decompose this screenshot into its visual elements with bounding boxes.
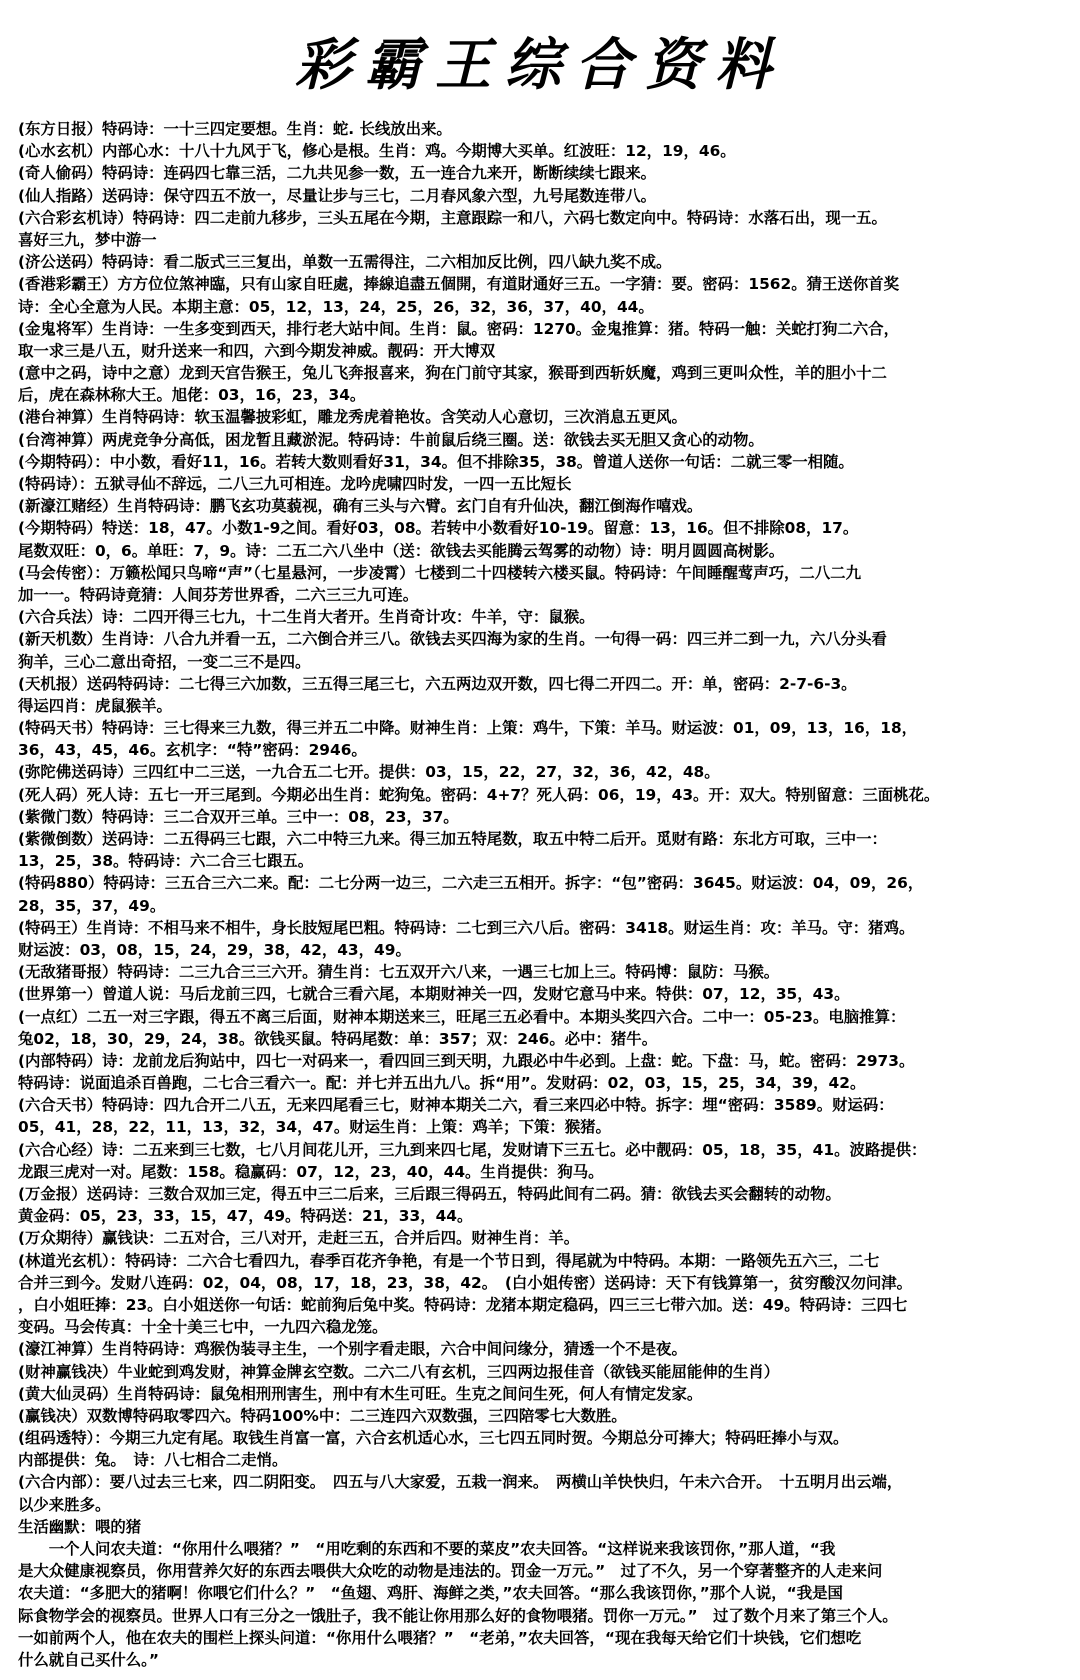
story-line: 际食物学会的视察员。世界人口有三分之一饿肚子，我不能让你用那么好的食物喂猪。罚你一万元。” 过了数个月来了第三个人。 (18, 1606, 898, 1625)
story-line: 农夫道：“多肥大的猪啊！你喂它们什么？” “鱼翅、鸡肝、海鲜之类，”农夫回答。“那么我该罚你，”那个人说，“我是国 (18, 1584, 843, 1603)
text-line: 喜好三九，梦中游一 (18, 230, 157, 249)
text-line: (万金报）送码诗：三数合双加三定，得五中三二后来，三后跟三得码五，特码此间有二码。猜：欲钱去买会翻转的动物。 (18, 1185, 841, 1203)
text-line: (六合心经）诗：二五来到三七数，七八月间花儿开，三九到来四七尾，发财请下三五七。必中靓码：05，18，35，41。波路提供： (18, 1140, 927, 1159)
text-line: 特码诗：说面追杀百兽跑，二七合三看六一。配：并七并五出九八。拆“用”。发财码：02，03，15，25，34，39，42。 (18, 1074, 866, 1093)
text-line: 28，35，37，49。 (18, 896, 166, 915)
text-line: 变码。马会传真：十全十美三七中，一九四六稳龙笼。 (18, 1318, 388, 1337)
text-line: (世界第一）曾道人说：马后龙前三四，七就合三看六尾，本期财神关一四，发财它意马中来。特供：07，12，35，43。 (18, 985, 850, 1004)
story-line: 是大众健康视察员，你用营养欠好的东西去喂供大众吃的动物是违法的。罚金一万元。” 过了不久，另一个穿著整齐的人走来问 (18, 1562, 883, 1581)
text-line: 兔02，18，30，29，24，38。欲钱买鼠。特码尾数：单：357；双：246。必中：猪牛。 (18, 1029, 658, 1048)
text-line: (六合兵法）诗：二四开得三七九，十二生肖大者开。生肖奇计攻：牛羊，守：鼠猴。 (18, 608, 595, 627)
text-line: 合并三到今。发财八连码：02，04，08，17，18，23，38，42。 (白小姐传密）送码诗：天下有钱算第一，贫穷酸汉勿问津。 (18, 1273, 913, 1292)
text-line: (台湾神算）两虎竞争分高低，困龙暂且藏淤泥。特码诗：牛前鼠后绕三圈。送：欲钱去买无胆又贪心的动物。 (18, 430, 764, 449)
text-line: (无敌猪哥报）特码诗：二三九合三三六开。猜生肖：七五双开六八来，一遇三七加上三。特码博：鼠防：马猴。 (18, 963, 780, 982)
text-line: 加一一。特码诗竟猜：人间芬芳世界香，二六三三九可连。 (18, 585, 419, 604)
text-line: (意中之码，诗中之意）龙到天宫告猴王，兔儿飞奔报喜来，狗在门前守其家，猴哥到西斩妖魔，鸡到三更叫众性，羊的胆小十二 (18, 364, 887, 383)
text-line: 尾数双旺：0，6。单旺：7，9。诗：二五二六八坐中（送：欲钱去买能腾云驾雾的动物）诗：明月圆圆高树影。 (18, 541, 785, 560)
text-line: (港台神算）生肖特码诗：软玉温馨披彩虹，雕龙秀虎着艳妆。含笑动人心意切，三次消息五更风。 (18, 408, 687, 427)
text-line: (特码王）生肖诗：不相马来不相牛，身长肢短尾巴粗。特码诗：二七到三六八后。密码：3418。财运生肖：攻：羊马。守：猪鸡。 (18, 918, 915, 937)
text-line: (东方日报）特码诗：一十三四定要想。生肖：蛇. 长线放出来。 (18, 120, 452, 138)
text-line: (特码天书）特码诗：三七得来三九数，得三并五二中降。财神生肖：上策：鸡牛，下策：羊马。财运波：01，09，13，16，18， (18, 719, 918, 738)
text-line: (六合内部）：要八过去三七来，四二阴阳变。 四五与八大家爱，五栽一润来。 两横山羊快快归，午未六合开。 十五明月出云端， (18, 1473, 903, 1492)
page-title: 彩霸王综合资料 (295, 32, 785, 98)
text-line: 财运波：03，08，15，24，29，38，42，43，49。 (18, 940, 411, 959)
text-line: (金鬼将军）生肖诗：一生多变到西天，排行老大站中间。生肖：鼠。密码：1270。金鬼推算：猪。特码一触：关蛇打狗二六合， (18, 319, 899, 338)
text-line: 内部提供：兔。 诗：八七相合二走悄。 (18, 1451, 288, 1470)
text-line: (今期特码）：中小数，看好11，16。若转大数则看好31，34。但不排除35，38。曾道人送你一句话：二就三零一相随。 (18, 452, 854, 471)
text-line: (济公送码）特码诗：看二版式三三复出，单数一五需得注，二六相加反比例，四八缺九奖不成。 (18, 253, 672, 272)
text-line: (今期特码）特送：18，47。小数1-9之间。看好03，08。若转中小数看好10-19。留意：13，16。但不排除08，17。 (18, 519, 859, 538)
text-line: 13，25，38。特码诗：六二合三七跟五。 (18, 852, 314, 871)
text-line: (六合天书）特码诗：四九合开二八五，无来四尾看三七，财神本期关二六，看三来四必中特。拆字：埋“密码：3589。财运码： (18, 1096, 894, 1115)
text-line: ，白小姐旺捧：23。白小姐送你一句话：蛇前狗后兔中奖。特码诗：龙猪本期定稳码，四三三七带六加。送：49。特码诗：三四七 (18, 1295, 908, 1314)
text-line: 龙跟三虎对一对。尾数：158。稳赢码：07，12，23，40，44。生肖提供：狗马。 (18, 1162, 604, 1181)
story-line: 一个人问农夫道：“你用什么喂猪？” “用吃剩的东西和不要的菜皮”农夫回答。“这样说来我该罚你，”那人道，“我 (18, 1540, 836, 1558)
text-line: (特码880）特码诗：三五合三六二来。配：二七分两一边三，二六走三五相开。拆字：“包”密码：3645。财运波：04，09，26， (18, 874, 924, 893)
text-line: 后，虎在森林称大王。旭佬：03，16，23，34。 (18, 386, 366, 405)
story-title: 生活幽默：喂的猪 (18, 1517, 142, 1536)
text-line: (死人码）死人诗：五七一开三尾到。今期必出生肖：蛇狗兔。密码：4+7？死人码：06，19，43。开：双大。特别留意：三面桃花。 (18, 785, 940, 804)
text-line: (新天机数）生肖诗：八合九并看一五，二六倒合并三八。欲钱去买四海为家的生肖。一句得一码：四三并二到一九，六八分头看 (18, 630, 887, 649)
story-body (18, 1538, 1062, 1671)
text-line: 36，43，45，46。玄机字：“特”密码：2946。 (18, 741, 367, 760)
text-line: (内部特码）诗：龙前龙后狗站中，四七一对码来一，看四回三到天明，九跟必中牛必到。上盘：蛇。下盘：马，蛇。密码：2973。 (18, 1051, 915, 1070)
text-line: (赢钱决）双数博特码取零四六。特码100%中：二三连四六双数强，三四陪零七大数胜。 (18, 1406, 627, 1425)
text-line: 黄金码：05，23，33，15，47，49。特码送：21，33，44。 (18, 1207, 473, 1226)
text-line: (紫微倒数）送码诗：二五得码三七跟，六二中特三九来。得三加五特尾数，取五中特二后开。觅财有路：东北方可取，三中一： (18, 830, 887, 848)
text-line: (黄大仙灵码）生肖特码诗：鼠兔相刑刑害生，刑中有木生可旺。生克之间问生死，何人有情定发家。 (18, 1384, 703, 1403)
text-line: (一点红）二五一对三字跟，得五不离三后面，财神本期送来三，旺尾三五必看中。本期头奖四六合。二中一：05-23。电脑推算： (18, 1007, 906, 1026)
text-line: 诗：全心全意为人民。本期主意：05，12，13，24，25，26，32，36，37，40，44。 (18, 297, 654, 316)
info-lines (18, 118, 1062, 1516)
text-line: (万众期待）赢钱诀：二五对合，三八对开，走赶三五，合并后四。财神生肖：羊。 (18, 1229, 580, 1248)
text-line: (濠江神算）生肖特码诗：鸡猴伪装寻主生，一个别字看走眼，六合中间问缘分，猜透一个不是夜。 (18, 1340, 687, 1359)
text-line: 05，41，28，22，11，13，32，34，47。财运生肖：上策：鸡羊；下策：猴猪。 (18, 1118, 611, 1137)
text-line: (财神赢钱决）牛业蛇到鸡发财，神算金牌玄空数。二六二八有玄机，三四两边报佳音（欲钱买能屈能伸的生肖） (18, 1362, 780, 1381)
text-line: 取一求三是八五，财升送来一和四，六到今期发神威。靓码：开大博双 (18, 341, 496, 360)
text-line: (奇人偷码）特码诗：连码四七靠三活，二九共见参一数，五一连合九来开，断断续续七跟来。 (18, 164, 657, 183)
text-line: (马会传密）：万籁松闻只鸟啼“声”（七星悬河，一步凌霄）七楼到二十四楼转六楼买鼠。特码诗：午间睡醒莺声巧，二八二九 (18, 563, 861, 582)
text-line: (六合彩玄机诗）特码诗：四二走前九移步，三头五尾在今期，主意跟踪一和八，六码七数定向中。特码诗：水落石出，现一五。 (18, 208, 887, 227)
text-line: (弥陀佛送码诗）三四红中二三送，一九合五二七开。提供：03，15，22，27，32，36，42，48。 (18, 763, 720, 782)
text-line: 狗羊，三心二意出奇招，一变二三不是四。 (18, 652, 311, 671)
text-line: (新濠江赌经）生肖特码诗：鹏飞玄功莫藐视，确有三头与六臂。玄门自有升仙决，翻江倒海作嘻戏。 (18, 497, 703, 516)
text-line: (天机报）送码特码诗：二七得三六加数，三五得三尾三七，六五两边双开数，四七得二开四二。开：单，密码：2-7-6-3。 (18, 674, 857, 693)
story-line: 什么就自己买什么。” (18, 1650, 159, 1669)
text-line: 得运四肖：虎鼠猴羊。 (18, 696, 172, 715)
text-line: (紫微门数）特码诗：三二合双开三单。三中一：08，23，37。 (18, 807, 459, 826)
story-line: 一如前两个人，他在农夫的围栏上探头问道：“你用什么喂猪？” “老弟，”农夫回答，“现在我每天给它们十块钱，它们想吃 (18, 1628, 862, 1647)
text-line: (组码透特）：今期三九定有尾。取钱生肖富一富，六合玄机适心水，三七四五同时贺。今期总分可捧大；特码旺捧小与双。 (18, 1429, 849, 1448)
text-line: (特码诗）：五狱寻仙不辞远，二八三九可相连。龙吟虎啸四时发，一四一五比短长 (18, 475, 572, 493)
text-line: (林道光玄机）：特码诗：二六合七看四九，春季百花齐争艳，有是一个节日到，得尾就为中特码。本期：一路领先五六三，二七 (18, 1251, 880, 1270)
document-body (18, 118, 1062, 1671)
text-line: 以少来胜多。 (18, 1495, 111, 1514)
text-line: (香港彩霸王）方方位位煞神臨，只有山家自旺處，捧線追盡五個開，有道財通好三五。一字猜：要。密码：1562。猜王送你首奖 (18, 275, 899, 294)
text-line: (心水玄机）内部心水：十八十九风于飞，修心是根。生肖：鸡。今期博大买单。红波旺：12，19，46。 (18, 142, 736, 161)
text-line: (仙人指路）送码诗：保守四五不放一，尽量让步与三七，二月春风象六型，九号尾数连带八。 (18, 186, 657, 205)
